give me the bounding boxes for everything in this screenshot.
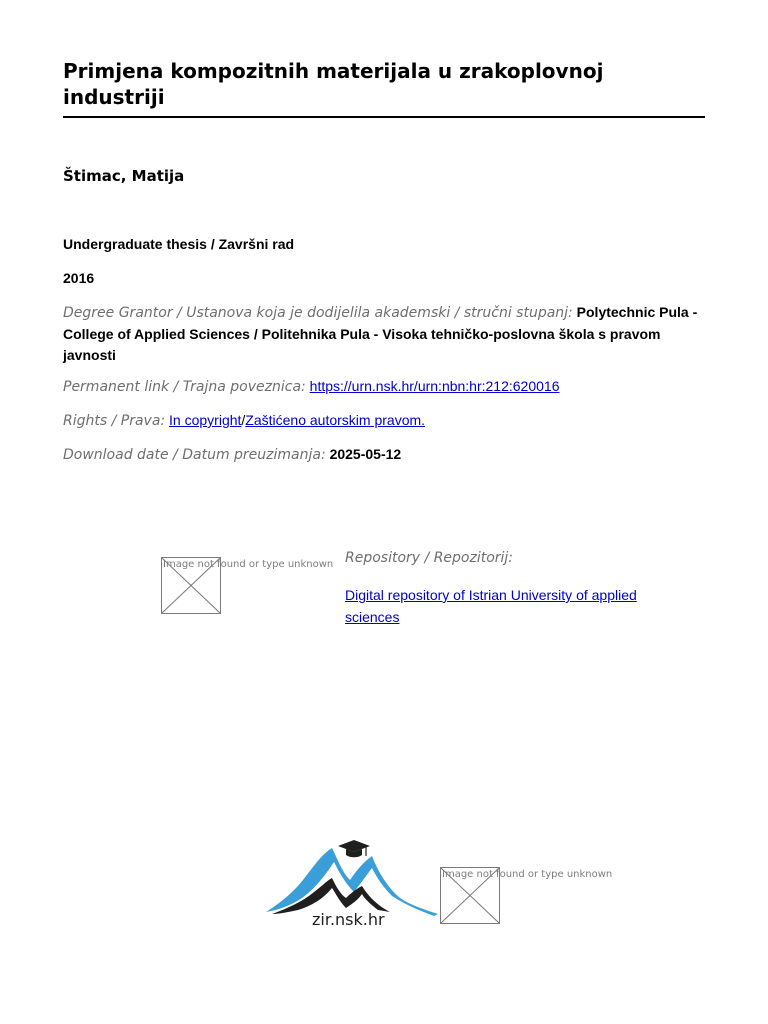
rights-link-in-copyright[interactable]: In copyright: [169, 412, 242, 428]
document-title: Primjena kompozitnih materijala u zrakoplovnoj industriji: [63, 59, 604, 109]
zir-logo-text: zir.nsk.hr: [312, 910, 385, 929]
rights-row: [63, 410, 705, 432]
author-name: Štimac, Matija: [63, 167, 185, 185]
download-date-row: [63, 444, 705, 466]
rights-link-zasticeno[interactable]: Zaštićeno autorskim pravom.: [245, 412, 426, 428]
degree-grantor-row: [63, 302, 705, 366]
degree-grantor-label: Degree Grantor / Ustanova koja je dodijelila akademski / stručni stupanj:: [63, 305, 573, 321]
rights-separator: /: [241, 412, 246, 428]
document-type: Undergraduate thesis / Završni rad: [63, 236, 295, 252]
download-date-label: Download date / Datum preuzimanja:: [63, 447, 326, 463]
document-year: 2016: [63, 270, 95, 286]
permanent-link[interactable]: https://urn.nsk.hr/urn:nbn:hr:212:620016: [309, 378, 560, 394]
rights-label: Rights / Prava:: [63, 413, 166, 429]
repository-broken-image-text: Image not found or type unknown: [163, 559, 334, 570]
repository-link-row: [345, 584, 645, 628]
download-date-value: 2025-05-12: [329, 446, 402, 462]
repository-link[interactable]: Digital repository of Istrian University of applied sciences: [345, 587, 637, 625]
footer-broken-image-text: Image not found or type unknown: [442, 869, 613, 880]
title-divider: [63, 116, 705, 118]
zir-logo[interactable]: [262, 838, 442, 934]
repository-label: Repository / Repozitorij:: [345, 550, 514, 566]
permanent-link-label: Permanent link / Trajna poveznica:: [63, 379, 306, 395]
permanent-link-row: [63, 376, 705, 398]
degree-grantor-value: Polytechnic Pula - College of Applied Sciences / Politehnika Pula - Visoka tehničko-poslovna škola s pravom javnosti: [63, 304, 698, 363]
